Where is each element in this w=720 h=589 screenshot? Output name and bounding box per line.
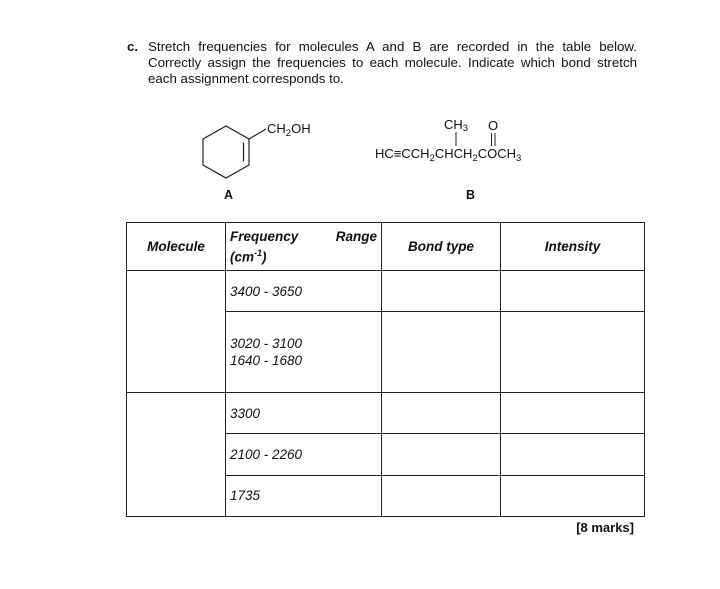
bond-type-cell[interactable]: [382, 271, 501, 312]
bond-type-cell[interactable]: [382, 475, 501, 516]
intensity-cell[interactable]: [501, 312, 645, 392]
table-row: [127, 392, 645, 433]
molecule-b-branch: CH3: [444, 117, 469, 134]
substituent-bond: [249, 129, 266, 139]
table-row: [127, 271, 645, 312]
frequency-table: [126, 222, 645, 517]
question-label: c.: [127, 39, 139, 54]
carbonyl-oxygen: O: [488, 118, 499, 133]
header-frequency-unit: $(cm^{-1})$: [230, 247, 267, 265]
frequency-cell: [226, 475, 382, 516]
table-header-row: [127, 223, 645, 271]
molecule-b-label: B: [466, 188, 476, 202]
header-bond-type: Bond type: [382, 223, 501, 271]
frequency-value: 1735: [230, 488, 261, 504]
frequency-value: 1640 - 1680: [230, 353, 303, 369]
header-frequency-range: [226, 223, 382, 271]
header-frequency-word: Frequency: [230, 228, 299, 244]
frequency-value: 3300: [230, 405, 261, 421]
frequency-cell: [226, 434, 382, 475]
molecule-b-formula: $HC\equiv CCH_2CHCH_2COCH_3$: [375, 146, 522, 164]
frequency-cell: [226, 271, 382, 312]
header-intensity: Intensity: [501, 223, 645, 271]
cyclohexene-ring: [203, 126, 249, 178]
intensity-cell[interactable]: [501, 271, 645, 312]
molecule-b-structure: [375, 117, 521, 202]
frequency-cell: [226, 312, 382, 392]
intensity-cell[interactable]: [501, 392, 645, 433]
molecule-cell-b[interactable]: [127, 392, 226, 516]
molecule-cell-a[interactable]: [127, 271, 226, 393]
molecule-structures: [0, 0, 720, 215]
frequency-value: 3020 - 3100: [230, 336, 303, 352]
intensity-cell[interactable]: [501, 434, 645, 475]
molecule-a-structure: [203, 121, 311, 202]
marks-label: [8 marks]: [576, 520, 634, 535]
header-range-word: Range: [335, 228, 377, 244]
bond-type-cell[interactable]: [382, 392, 501, 433]
question-text: Stretch frequencies for molecules A and B are recorded in the table below. Correctly assign the frequencies to each molecule. Indicate which bond stretch each assignment corresponds to.: [148, 39, 637, 87]
molecule-a-substituent: $CH_2OH$: [267, 121, 311, 139]
molecule-a-label: A: [224, 188, 234, 202]
intensity-cell[interactable]: [501, 475, 645, 516]
frequency-value: 2100 - 2260: [230, 446, 303, 462]
bond-type-cell[interactable]: [382, 434, 501, 475]
header-molecule: Molecule: [127, 223, 226, 271]
frequency-cell: [226, 392, 382, 433]
frequency-value: 3400 - 3650: [230, 283, 303, 299]
bond-type-cell[interactable]: [382, 312, 501, 392]
